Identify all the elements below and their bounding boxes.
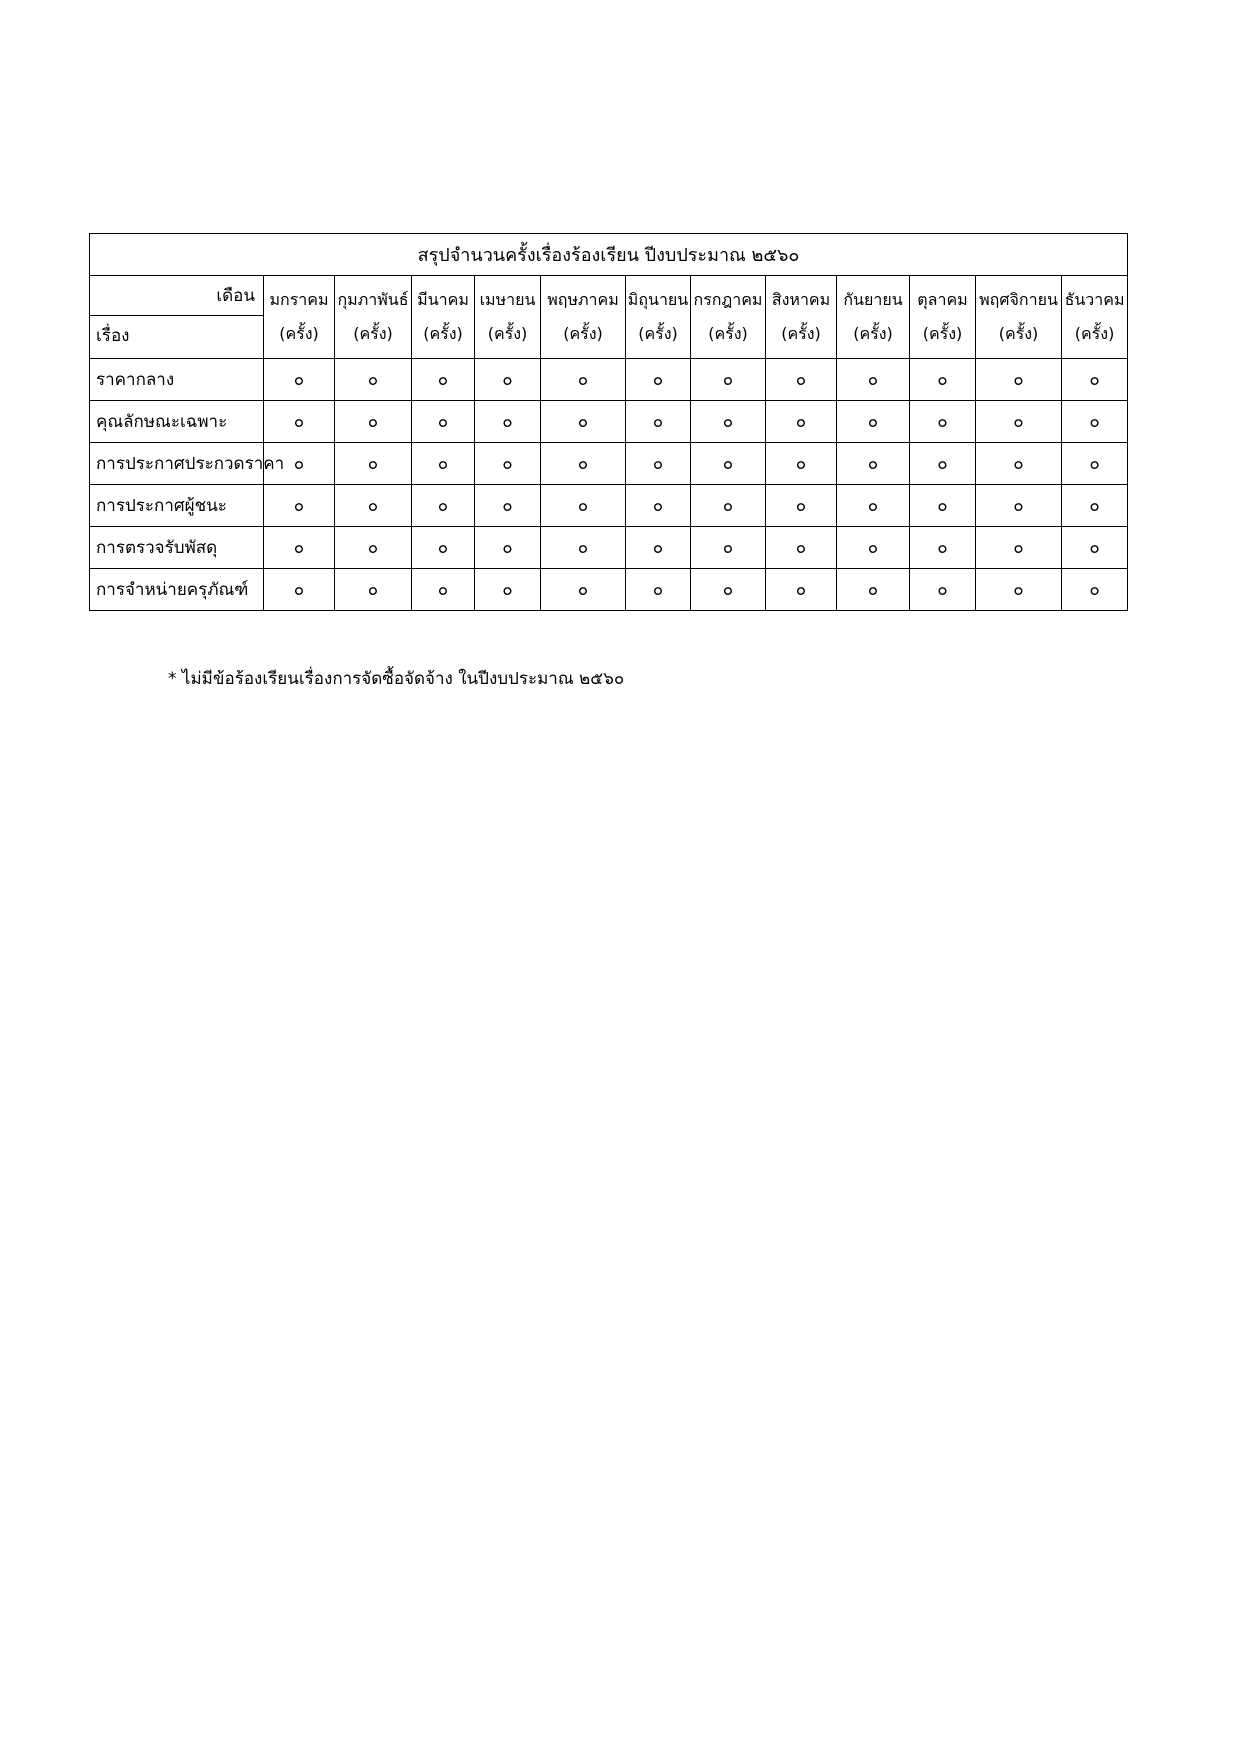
count-cell: ๐ [691,359,766,401]
count-cell: ๐ [264,401,335,443]
count-cell: ๐ [264,527,335,569]
month-name: มกราคม [269,290,329,309]
table-row [90,527,1128,569]
count-cell: ๐ [541,401,626,443]
count-cell: ๐ [626,359,691,401]
month-unit: (ครั้ง) [353,324,393,343]
count-cell: ๐ [837,401,910,443]
count-cell: ๐ [335,485,412,527]
count-cell: ๐ [475,359,541,401]
count-cell: ๐ [541,443,626,485]
month-unit: (ครั้ง) [423,324,463,343]
month-name: กุมภาพันธ์ [337,290,409,309]
count-cell: ๐ [264,569,335,611]
count-cell: ๐ [412,359,475,401]
count-cell: ๐ [976,401,1062,443]
count-cell: ๐ [976,443,1062,485]
month-name: กันยายน [843,290,903,309]
count-cell: ๐ [691,443,766,485]
month-name: พฤษภาคม [547,290,619,309]
month-header [475,276,541,359]
complaint-summary-table [89,233,1128,611]
month-header [910,276,976,359]
month-unit: (ครั้ง) [563,324,603,343]
count-cell: ๐ [541,359,626,401]
corner-header [90,276,264,359]
count-cell: ๐ [412,443,475,485]
count-cell: ๐ [691,569,766,611]
count-cell: ๐ [691,401,766,443]
month-unit: (ครั้ง) [708,324,748,343]
count-cell: ๐ [766,359,837,401]
month-unit: (ครั้ง) [487,324,528,343]
month-name: พฤศจิกายน [979,290,1058,309]
month-header [1062,276,1128,359]
count-cell: ๐ [475,401,541,443]
count-cell: ๐ [412,401,475,443]
count-cell: ๐ [1062,527,1128,569]
month-header [335,276,412,359]
month-header [837,276,910,359]
month-name: เมษายน [479,290,536,309]
count-cell: ๐ [910,485,976,527]
month-unit: (ครั้ง) [1074,324,1115,343]
count-cell: ๐ [541,569,626,611]
month-name: มิถุนายน [627,290,689,309]
count-cell: ๐ [837,527,910,569]
header-row [90,276,1128,359]
month-unit: (ครั้ง) [781,324,821,343]
count-cell: ๐ [910,527,976,569]
row-label: การประกาศประกวดราคา [90,443,264,485]
count-cell: ๐ [1062,443,1128,485]
count-cell: ๐ [335,527,412,569]
row-label: ราคากลาง [90,359,264,401]
table-title: สรุปจำนวนครั้งเรื่องร้องเรียน ปีงบประมาณ ๒๕๖๐ [90,234,1128,276]
table-body [90,359,1128,611]
month-unit: (ครั้ง) [998,324,1039,343]
month-name: ธันวาคม [1064,290,1125,309]
row-label: คุณลักษณะเฉพาะ [90,401,264,443]
month-unit: (ครั้ง) [279,324,319,343]
row-label: การจำหน่ายครุภัณฑ์ [90,569,264,611]
count-cell: ๐ [1062,569,1128,611]
count-cell: ๐ [837,569,910,611]
count-cell: ๐ [766,401,837,443]
count-cell: ๐ [264,485,335,527]
topic-axis-label: เรื่อง [96,326,130,346]
count-cell: ๐ [766,485,837,527]
count-cell: ๐ [264,443,335,485]
month-axis-label: เดือน [90,276,263,316]
month-header [766,276,837,359]
count-cell: ๐ [335,569,412,611]
count-cell: ๐ [1062,401,1128,443]
count-cell: ๐ [335,401,412,443]
count-cell: ๐ [766,569,837,611]
count-cell: ๐ [766,527,837,569]
count-cell: ๐ [910,443,976,485]
row-label: การประกาศผู้ชนะ [90,485,264,527]
count-cell: ๐ [976,569,1062,611]
table-row [90,401,1128,443]
count-cell: ๐ [691,485,766,527]
month-unit: (ครั้ง) [638,324,678,343]
count-cell: ๐ [475,443,541,485]
count-cell: ๐ [335,359,412,401]
month-header [626,276,691,359]
count-cell: ๐ [475,485,541,527]
count-cell: ๐ [910,401,976,443]
month-unit: (ครั้ง) [922,324,963,343]
month-name: มีนาคม [417,290,469,309]
count-cell: ๐ [910,569,976,611]
month-name: ตุลาคม [917,290,968,309]
count-cell: ๐ [335,443,412,485]
count-cell: ๐ [691,527,766,569]
count-cell: ๐ [475,527,541,569]
month-name: สิงหาคม [771,290,831,309]
count-cell: ๐ [412,485,475,527]
count-cell: ๐ [1062,359,1128,401]
count-cell: ๐ [976,527,1062,569]
month-header [691,276,766,359]
count-cell: ๐ [1062,485,1128,527]
month-header [541,276,626,359]
month-header [976,276,1062,359]
count-cell: ๐ [626,401,691,443]
count-cell: ๐ [412,527,475,569]
count-cell: ๐ [475,569,541,611]
count-cell: ๐ [837,359,910,401]
count-cell: ๐ [541,485,626,527]
count-cell: ๐ [264,359,335,401]
count-cell: ๐ [837,443,910,485]
month-header [412,276,475,359]
count-cell: ๐ [910,359,976,401]
count-cell: ๐ [976,485,1062,527]
month-name: กรกฎาคม [693,290,763,309]
row-label: การตรวจรับพัสดุ [90,527,264,569]
table-row [90,443,1128,485]
footnote: * ไม่มีข้อร้องเรียนเรื่องการจัดซื้อจัดจ้าง ในปีงบประมาณ ๒๕๖๐ [168,669,625,689]
table-row [90,359,1128,401]
count-cell: ๐ [837,485,910,527]
count-cell: ๐ [626,527,691,569]
count-cell: ๐ [541,527,626,569]
table-row [90,485,1128,527]
table-row [90,569,1128,611]
count-cell: ๐ [626,485,691,527]
count-cell: ๐ [626,443,691,485]
count-cell: ๐ [412,569,475,611]
month-unit: (ครั้ง) [853,324,893,343]
count-cell: ๐ [976,359,1062,401]
month-header [264,276,335,359]
count-cell: ๐ [766,443,837,485]
count-cell: ๐ [626,569,691,611]
